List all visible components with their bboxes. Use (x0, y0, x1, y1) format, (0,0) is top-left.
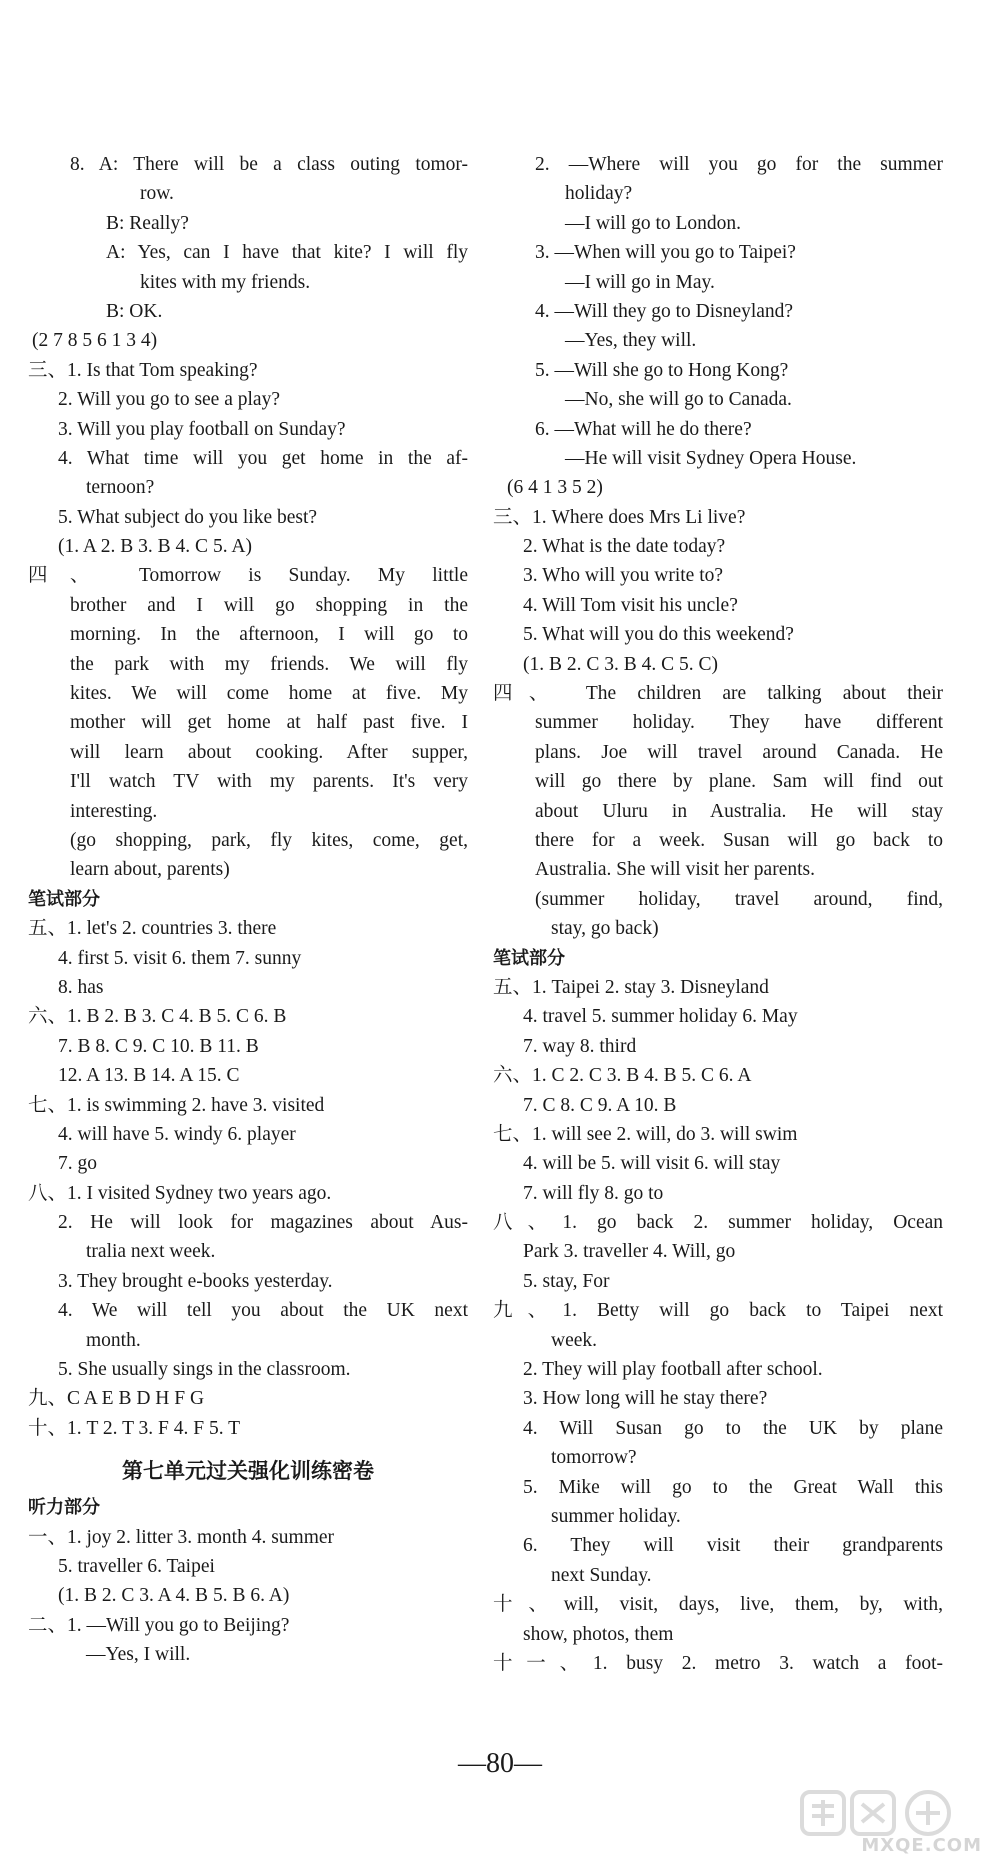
answer-line: B: OK. (106, 300, 163, 322)
answer-line: 七、1. is swimming 2. have 3. visited (28, 1094, 325, 1116)
answer-line: 3. Who will you write to? (523, 565, 724, 587)
answer-line: —I will go in May. (565, 271, 715, 293)
answer-line: 六、1. C 2. C 3. B 4. B 5. C 6. A (493, 1065, 752, 1087)
answer-line: B: Really? (106, 212, 189, 234)
answer-line: 5. What subject do you like best? (58, 506, 318, 528)
section-heading: 笔试部分 (28, 888, 100, 910)
answer-line: 四、 The children are talking about their (493, 683, 943, 705)
answer-line: 二、1. —Will you go to Beijing? (28, 1614, 290, 1636)
answer-line: 12. A 13. B 14. A 15. C (58, 1065, 240, 1087)
answer-line: Australia. She will visit her parents. (535, 859, 815, 881)
answer-line: 6. They will visit their grandparents (523, 1535, 943, 1557)
answer-line: 五、1. Taipei 2. stay 3. Disneyland (493, 976, 769, 998)
answer-line: 九、C A E B D H F G (28, 1388, 205, 1410)
answer-line: 九、1. Betty will go back to Taipei next (493, 1300, 943, 1322)
answer-line: 7. B 8. C 9. C 10. B 11. B (58, 1035, 259, 1057)
answer-line: 八、1. go back 2. summer holiday, Ocean (493, 1212, 943, 1234)
answer-line: 三、1. Where does Mrs Li live? (493, 506, 746, 528)
answer-line: about Uluru in Australia. He will stay (535, 800, 943, 822)
answer-line: there for a week. Susan will go back to (535, 829, 943, 851)
answer-line: tomorrow? (551, 1447, 637, 1469)
answer-line: 8. has (58, 976, 104, 998)
answer-line: show, photos, them (523, 1623, 674, 1645)
answer-line: 4. will have 5. windy 6. player (58, 1123, 296, 1145)
answer-line: mother will get home at half past five. I (70, 712, 468, 734)
answer-line: —Yes, they will. (565, 330, 697, 352)
answer-line: 3. They brought e-books yesterday. (58, 1270, 333, 1292)
answer-line: stay, go back) (551, 918, 659, 940)
answer-line: tralia next week. (86, 1241, 216, 1263)
answer-line: 4. Will Susan go to the UK by plane (523, 1417, 943, 1439)
answer-line: kites. We will come home at five. My (70, 683, 468, 705)
answer-line: —Yes, I will. (86, 1644, 191, 1666)
answer-line: 5. Mike will go to the Great Wall this (523, 1476, 943, 1498)
answer-line: 十、1. T 2. T 3. F 4. F 5. T (28, 1417, 241, 1439)
answer-line: 5. traveller 6. Taipei (58, 1555, 215, 1577)
answer-line: Park 3. traveller 4. Will, go (523, 1241, 736, 1263)
answer-line: ternoon? (86, 477, 155, 499)
answer-line: 4. will be 5. will visit 6. will stay (523, 1153, 781, 1175)
answer-line: month. (86, 1329, 141, 1351)
answer-line: interesting. (70, 800, 158, 822)
answer-line: —He will visit Sydney Opera House. (565, 447, 857, 469)
answer-line: 4. first 5. visit 6. them 7. sunny (58, 947, 302, 969)
answer-line: holiday? (565, 183, 633, 205)
answer-line: brother and I will go shopping in the (70, 594, 468, 616)
answer-line: (go shopping, park, fly kites, come, get, (70, 829, 468, 851)
answer-line: 七、1. will see 2. will, do 3. will swim (493, 1123, 798, 1145)
answer-line: (6 4 1 3 5 2) (507, 477, 603, 499)
answer-line: kites with my friends. (140, 271, 311, 293)
answer-line: 十一、1. busy 2. metro 3. watch a foot- (493, 1652, 943, 1674)
answer-line: (1. A 2. B 3. B 4. C 5. A) (58, 536, 252, 558)
answer-line: week. (551, 1329, 598, 1351)
answer-line: 2. Will you go to see a play? (58, 389, 280, 411)
answer-line: 7. will fly 8. go to (523, 1182, 664, 1204)
section-heading: 笔试部分 (493, 947, 565, 969)
answer-line: the park with my friends. We will fly (70, 653, 468, 675)
answer-line: 3. Will you play football on Sunday? (58, 418, 346, 440)
answer-line: 5. She usually sings in the classroom. (58, 1359, 351, 1381)
answer-line: plans. Joe will travel around Canada. He (535, 741, 943, 763)
answer-line: —No, she will go to Canada. (565, 389, 792, 411)
answer-line: 4. Will Tom visit his uncle? (523, 594, 738, 616)
answer-line: 7. C 8. C 9. A 10. B (523, 1094, 677, 1116)
answer-line: 4. —Will they go to Disneyland? (535, 300, 794, 322)
answer-line: 8. A: There will be a class outing tomor- (70, 154, 468, 175)
answer-line: 一、1. joy 2. litter 3. month 4. summer (28, 1526, 335, 1548)
answer-line: 7. go (58, 1153, 97, 1175)
answer-line: A: Yes, can I have that kite? I will fly (106, 242, 468, 264)
answer-line: (1. B 2. C 3. B 4. C 5. C) (523, 653, 719, 675)
watermark (798, 1788, 988, 1858)
answer-line: 4. travel 5. summer holiday 6. May (523, 1006, 798, 1028)
answer-line: 4. What time will you get home in the af- (58, 447, 468, 469)
answer-line: I'll watch TV with my parents. It's very (70, 771, 468, 793)
answer-line: 三、1. Is that Tom speaking? (28, 359, 258, 381)
answer-line: (1. B 2. C 3. A 4. B 5. B 6. A) (58, 1585, 290, 1607)
unit-title: 第七单元过关强化训练密卷 (122, 1459, 374, 1484)
answer-stamp-icon (798, 1788, 988, 1838)
answer-line: next Sunday. (551, 1564, 652, 1586)
answer-line: 2. They will play football after school. (523, 1359, 823, 1381)
answer-line: 十、will, visit, days, live, them, by, with, (493, 1594, 943, 1616)
answer-line: —I will go to London. (565, 212, 742, 234)
answer-line: (summer holiday, travel around, find, (535, 888, 943, 910)
answer-line: summer holiday. (551, 1505, 681, 1527)
right-column (493, 150, 943, 1678)
answer-line: 3. How long will he stay there? (523, 1388, 768, 1410)
answer-line: row. (140, 183, 174, 205)
answer-line: 3. —When will you go to Taipei? (535, 242, 796, 264)
answer-line: 5. stay, For (523, 1270, 610, 1292)
answer-line: 7. way 8. third (523, 1035, 637, 1057)
answer-line: learn about, parents) (70, 859, 230, 881)
answer-line: summer holiday. They have different (535, 712, 943, 734)
answer-line: will learn about cooking. After supper, (70, 741, 468, 763)
answer-line: (2 7 8 5 6 1 3 4) (32, 330, 158, 352)
answer-line: morning. In the afternoon, I will go to (70, 624, 468, 646)
answer-line: 4. We will tell you about the UK next (58, 1300, 468, 1322)
answer-line: 四、 Tomorrow is Sunday. My little (28, 565, 468, 587)
watermark-text: MXQE.COM (861, 1835, 982, 1856)
section-heading: 听力部分 (28, 1497, 100, 1519)
answer-line: will go there by plane. Sam will find out (535, 771, 943, 793)
answer-line: 6. —What will he do there? (535, 418, 752, 440)
answer-line: 八、1. I visited Sydney two years ago. (28, 1182, 332, 1204)
answer-line: 2. He will look for magazines about Aus- (58, 1212, 468, 1234)
answer-line: 5. What will you do this weekend? (523, 624, 794, 646)
answer-line: 五、1. let's 2. countries 3. there (28, 918, 277, 940)
answer-line: 2. What is the date today? (523, 536, 726, 558)
left-column (28, 150, 468, 1670)
answer-line: 六、1. B 2. B 3. C 4. B 5. C 6. B (28, 1006, 287, 1028)
answer-line: 2. —Where will you go for the summer (535, 154, 943, 175)
page-number: —80— (458, 1748, 542, 1779)
answer-line: 5. —Will she go to Hong Kong? (535, 359, 789, 381)
